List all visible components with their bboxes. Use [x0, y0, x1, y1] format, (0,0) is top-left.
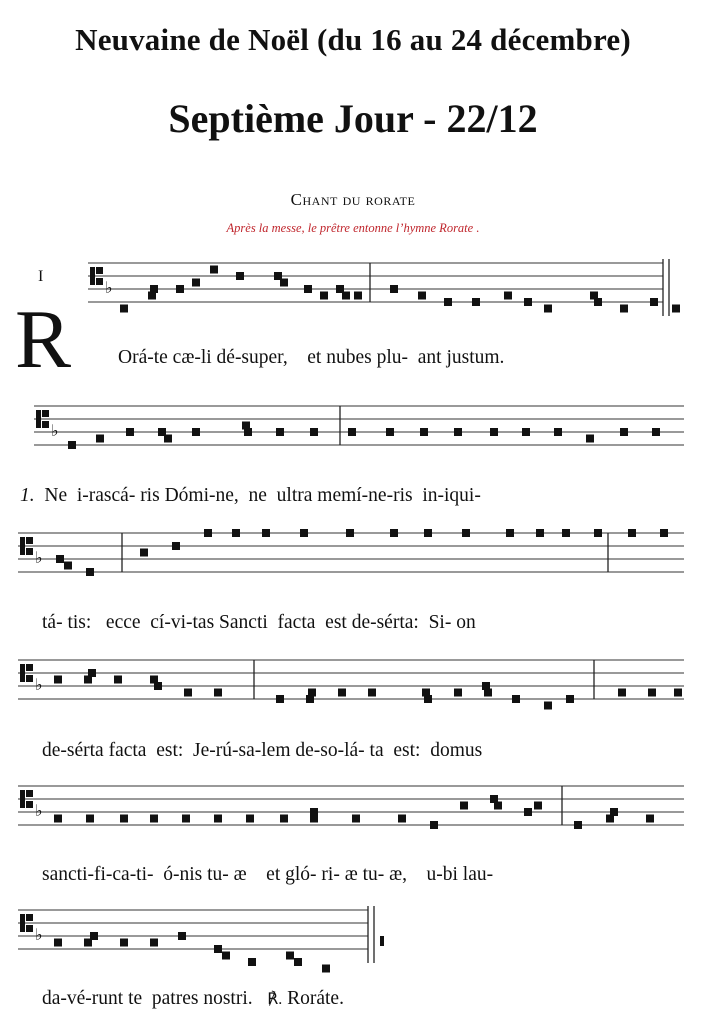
neume-note: [322, 965, 330, 973]
neume-note: [544, 702, 552, 710]
clef-icon: [90, 267, 95, 285]
neume-note: [494, 802, 502, 810]
neume-note: [120, 815, 128, 823]
neume-note: [232, 529, 240, 537]
neume-note: [368, 689, 376, 697]
neume-note: [460, 802, 468, 810]
flat-icon: ♭: [35, 801, 43, 820]
clef-icon: [26, 801, 33, 808]
neume-note: [454, 428, 462, 436]
lyrics-line-2-text: Ne i-rascá- ris Dómi-ne, ne ultra memí-ne-ris in-iqui-: [44, 485, 481, 506]
neume-note: [472, 298, 480, 306]
music-staff-4: [18, 652, 684, 722]
neume-note: [610, 808, 618, 816]
neume-note: [618, 689, 626, 697]
neume-note: [586, 435, 594, 443]
neume-note: [286, 952, 294, 960]
music-staff-1: [88, 255, 683, 325]
neume-note: [562, 529, 570, 537]
neume-note: [352, 815, 360, 823]
neume-note: [126, 428, 134, 436]
neume-note: [628, 529, 636, 537]
neume-note: [154, 682, 162, 690]
neume-note: [204, 529, 212, 537]
neume-note: [646, 815, 654, 823]
lyrics-line-3: tá- tis: ecce cí-vi-tas Sancti facta est de-sérta: Si- on: [42, 612, 476, 633]
neume-note: [294, 958, 302, 966]
neume-note: [178, 932, 186, 940]
flat-icon: ♭: [35, 548, 43, 567]
flat-icon: ♭: [35, 675, 43, 694]
neume-note: [462, 529, 470, 537]
neume-note: [652, 428, 660, 436]
clef-icon: [36, 410, 41, 428]
clef-icon: [26, 790, 33, 797]
lyrics-line-2: [20, 485, 481, 507]
neume-note: [418, 292, 426, 300]
response-symbol: ℟.: [267, 991, 283, 1008]
neume-note: [54, 939, 62, 947]
neume-note: [554, 428, 562, 436]
lyrics-line-6: [42, 988, 344, 1010]
clef-icon: [42, 421, 49, 428]
neume-note: [56, 555, 64, 563]
neume-note: [390, 285, 398, 293]
neume-note: [490, 428, 498, 436]
neume-note: [276, 695, 284, 703]
neume-note: [192, 428, 200, 436]
neume-note: [504, 292, 512, 300]
chant-heading: Chant du rorate: [290, 190, 416, 209]
neume-note: [386, 428, 394, 436]
clef-icon: [26, 914, 33, 921]
neume-note: [522, 428, 530, 436]
neume-note: [420, 428, 428, 436]
clef-icon: [26, 675, 33, 682]
neume-note: [342, 292, 350, 300]
lyrics-line-1: Orá-te cæ-li dé-super, et nubes plu- ant justum.: [118, 347, 505, 368]
neume-note: [236, 272, 244, 280]
neume-note: [308, 689, 316, 697]
neume-note: [214, 945, 222, 953]
clef-icon: [26, 664, 33, 671]
clef-icon: [96, 267, 103, 274]
neume-note: [620, 428, 628, 436]
neume-note: [594, 298, 602, 306]
neume-note: [192, 279, 200, 287]
neume-note: [304, 285, 312, 293]
neume-note: [276, 428, 284, 436]
clef-icon: [26, 548, 33, 555]
initial-letter: R: [15, 293, 72, 386]
rubric-instruction: Après la messe, le prêtre entonne l’hymne Rorate .: [226, 221, 480, 235]
neume-note: [506, 529, 514, 537]
neume-note: [594, 529, 602, 537]
clef-icon: [26, 925, 33, 932]
neume-note: [398, 815, 406, 823]
neume-note: [390, 529, 398, 537]
music-staff-6: [18, 902, 684, 972]
neume-note: [86, 815, 94, 823]
clef-icon: [20, 914, 25, 932]
neume-note: [64, 562, 72, 570]
neume-note: [214, 815, 222, 823]
response-text: Roráte.: [287, 988, 344, 1009]
neume-note: [346, 529, 354, 537]
neume-note: [246, 815, 254, 823]
neume-note: [672, 305, 680, 313]
neume-note: [354, 292, 362, 300]
neume-note: [222, 952, 230, 960]
neume-note: [674, 689, 682, 697]
neume-note: [140, 549, 148, 557]
neume-note: [320, 292, 328, 300]
neume-note: [244, 428, 252, 436]
neume-note: [150, 285, 158, 293]
neume-note: [536, 529, 544, 537]
neume-note: [114, 676, 122, 684]
neume-note: [660, 529, 668, 537]
clef-icon: [20, 790, 25, 808]
neume-note: [176, 285, 184, 293]
neume-note: [280, 279, 288, 287]
neume-note: [248, 958, 256, 966]
neume-note: [54, 676, 62, 684]
clef-icon: [20, 537, 25, 555]
neume-note: [444, 298, 452, 306]
neume-note: [348, 428, 356, 436]
neume-note: [310, 428, 318, 436]
clef-icon: [20, 664, 25, 682]
neume-note: [430, 821, 438, 829]
mode-number: I: [38, 268, 44, 285]
neume-note: [262, 529, 270, 537]
neume-note: [424, 529, 432, 537]
neume-note: [454, 689, 462, 697]
neume-note: [534, 802, 542, 810]
neume-note: [150, 939, 158, 947]
neume-note: [484, 689, 492, 697]
neume-note: [182, 815, 190, 823]
neume-note: [424, 695, 432, 703]
lyrics-line-5: sancti-fi-ca-ti- ó-nis tu- æ et gló- ri- æ tu- æ, u-bi lau-: [42, 864, 494, 885]
neume-note: [96, 435, 104, 443]
neume-note: [650, 298, 658, 306]
page-subtitle: Septième Jour - 22/12: [168, 96, 538, 141]
music-staff-5: [18, 778, 684, 848]
neume-note: [54, 815, 62, 823]
neume-note: [90, 932, 98, 940]
verse-number: 1.: [20, 485, 35, 506]
neume-note: [172, 542, 180, 550]
neume-note: [620, 305, 628, 313]
flat-icon: ♭: [105, 278, 113, 297]
neume-note: [544, 305, 552, 313]
lyrics-line-6-text: da-vé-runt te patres nostri.: [42, 988, 253, 1009]
neume-note: [648, 689, 656, 697]
neume-note: [512, 695, 520, 703]
custos-icon: [380, 936, 384, 946]
neume-note: [524, 808, 532, 816]
neume-note: [120, 939, 128, 947]
music-staff-3: [18, 525, 684, 595]
neume-note: [86, 568, 94, 576]
page-title: Neuvaine de Noël (du 16 au 24 décembre): [75, 22, 631, 57]
neume-note: [280, 815, 288, 823]
neume-note: [184, 689, 192, 697]
neume-note: [338, 689, 346, 697]
neume-note: [310, 808, 318, 816]
flat-icon: ♭: [35, 925, 43, 944]
clef-icon: [42, 410, 49, 417]
clef-icon: [96, 278, 103, 285]
lyrics-line-4: de-sérta facta est: Je-rú-sa-lem de-so-lá- ta est: domus: [42, 740, 483, 761]
neume-note: [574, 821, 582, 829]
neume-note: [120, 305, 128, 313]
neume-note: [566, 695, 574, 703]
neume-note: [214, 689, 222, 697]
neume-note: [164, 435, 172, 443]
neume-note: [524, 298, 532, 306]
neume-note: [210, 266, 218, 274]
neume-note: [300, 529, 308, 537]
flat-icon: ♭: [51, 421, 59, 440]
neume-note: [150, 815, 158, 823]
neume-note: [88, 669, 96, 677]
neume-note: [68, 441, 76, 449]
music-staff-2: [34, 398, 684, 468]
clef-icon: [26, 537, 33, 544]
